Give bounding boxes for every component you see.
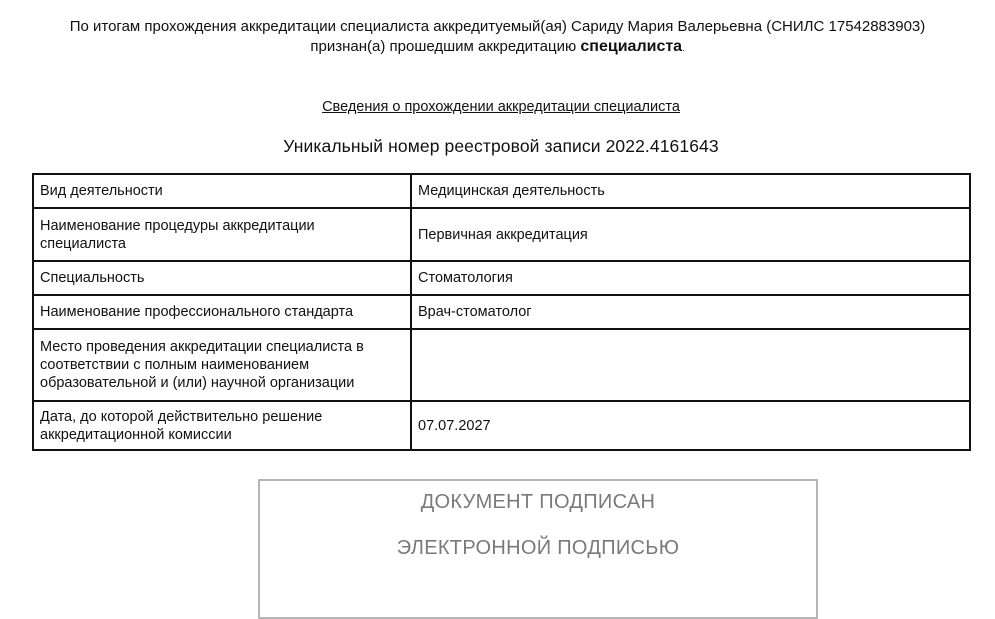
row-value: Медицинская деятельность [411, 174, 970, 208]
accreditation-info-table [32, 173, 971, 451]
table-row [33, 329, 970, 401]
electronic-signature-stamp [258, 479, 818, 619]
row-value: Стоматология [411, 261, 970, 295]
row-value [411, 329, 970, 401]
row-value: Первичная аккредитация [411, 208, 970, 261]
intro-line-1: По итогам прохождения аккредитации специалиста аккредитуемый(ая) Сариду Мария Валерьевна (СНИЛС 17542883903) [69, 18, 926, 35]
table-row [33, 295, 970, 329]
row-value: 07.07.2027 [411, 401, 970, 450]
section-title: Сведения о прохождении аккредитации специалиста [322, 99, 680, 115]
intro-line-2 [0, 37, 995, 58]
intro-line-2-suffix: . [682, 43, 685, 53]
row-label: Наименование процедуры аккредитации специалиста [33, 208, 411, 261]
table-row [33, 174, 970, 208]
row-label: Специальность [33, 261, 411, 295]
stamp-line-1: ДОКУМЕНТ ПОДПИСАН [420, 491, 656, 513]
table-row [33, 401, 970, 450]
row-label: Вид деятельности [33, 174, 411, 208]
table-row [33, 208, 970, 261]
row-label: Место проведения аккредитации специалиста в соответствии с полным наименованием образовательной и (или) научной организации [33, 329, 411, 401]
registry-number: Уникальный номер реестровой записи 2022.4161643 [283, 136, 719, 156]
table-row [33, 261, 970, 295]
intro-line-2-prefix: признан(а) прошедшим аккредитацию [310, 38, 581, 55]
intro-line-2-bold: специалиста [580, 38, 683, 55]
stamp-line-2: ЭЛЕКТРОННОЙ ПОДПИСЬЮ [396, 537, 680, 559]
row-label: Дата, до которой действительно решение аккредитационной комиссии [33, 401, 411, 450]
intro-statement [0, 17, 995, 58]
row-value: Врач-стоматолог [411, 295, 970, 329]
row-label: Наименование профессионального стандарта [33, 295, 411, 329]
